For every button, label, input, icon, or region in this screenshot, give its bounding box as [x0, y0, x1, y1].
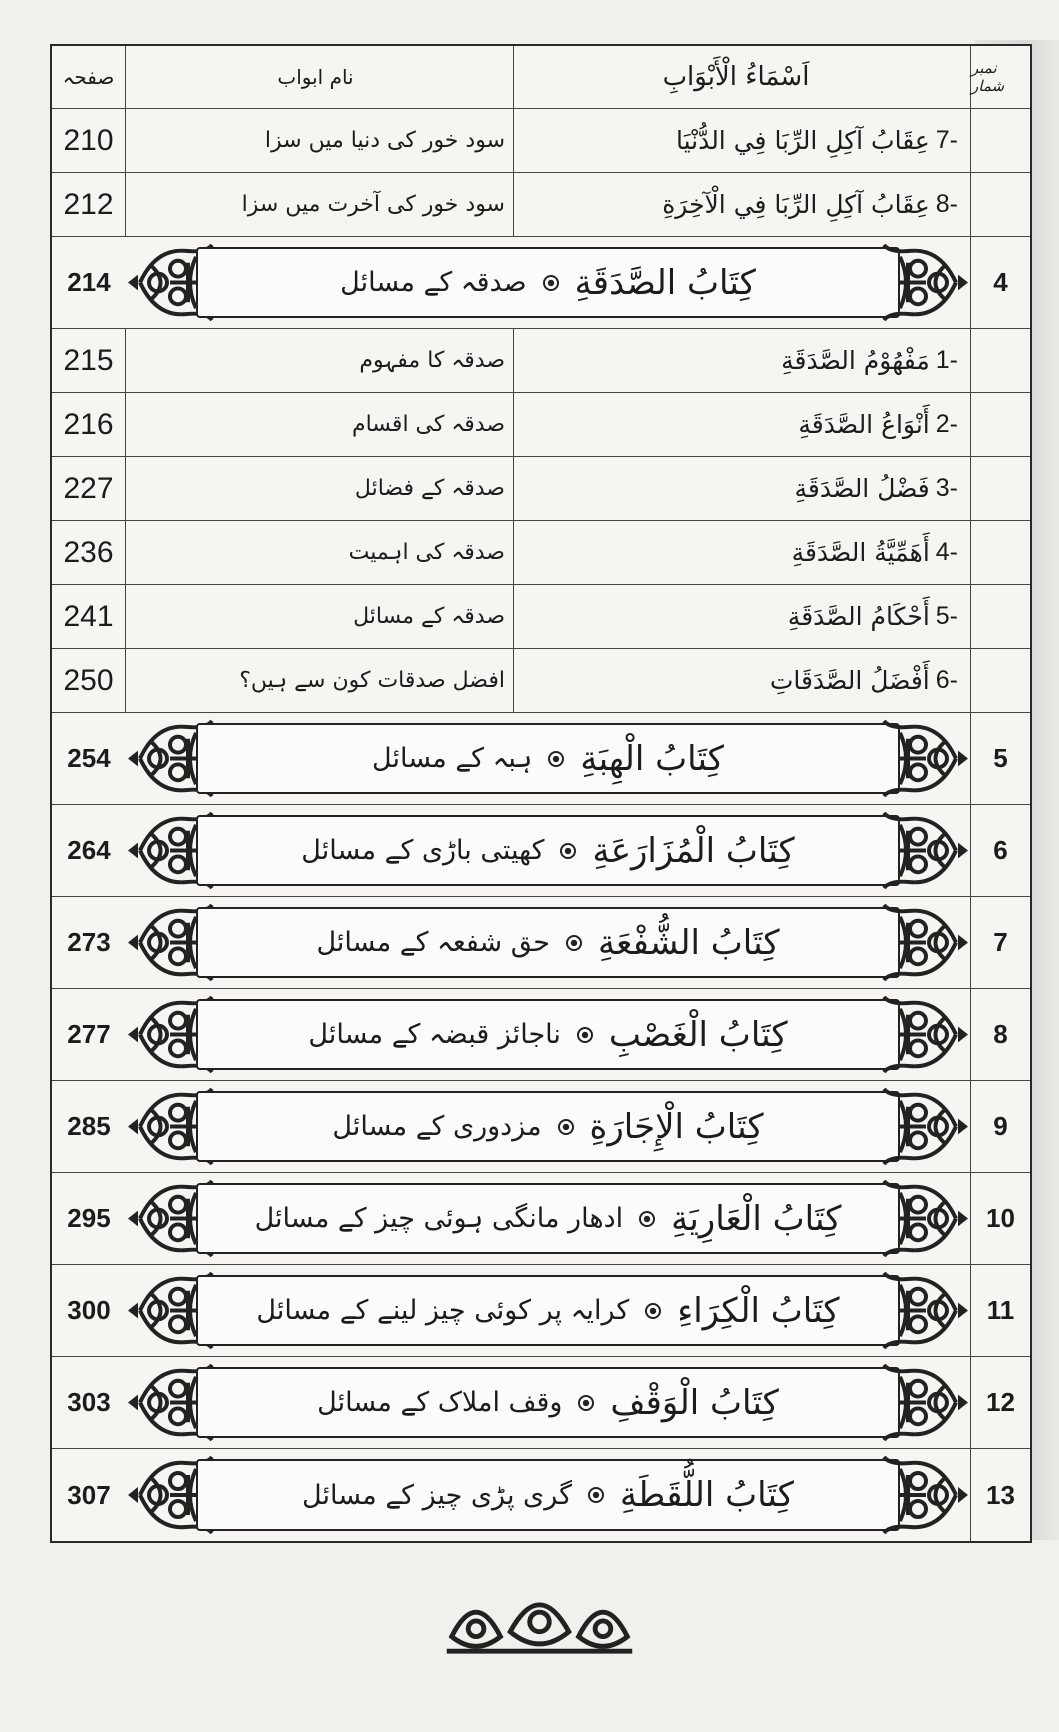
urdu-chapter-title: سود خور کی آخرت میں سزا	[126, 173, 514, 236]
bullet-icon	[560, 843, 576, 859]
book-title-banner	[126, 719, 970, 798]
book-urdu-title: ہبہ کے مسائل	[372, 743, 533, 774]
book-title-banner	[126, 243, 970, 322]
chapter-title-text: عِقَابُ آكِلِ الرِّبَا فِي الْآخِرَةِ	[662, 190, 930, 219]
book-row	[52, 1449, 1030, 1541]
book-row	[52, 1357, 1030, 1449]
book-page-number: 214	[67, 267, 111, 297]
book-number-cell	[970, 173, 1030, 236]
book-urdu-title: گری پڑی چیز کے مسائل	[302, 1479, 572, 1511]
footer-ornament-icon	[441, 1578, 638, 1660]
book-number: 10	[970, 1173, 1030, 1264]
ornament-right-icon	[880, 243, 970, 322]
table-row	[52, 585, 1030, 649]
banner-frame	[196, 1275, 900, 1346]
book-urdu-title: ادھار مانگی ہوئی چیز کے مسائل	[254, 1203, 624, 1234]
banner-frame	[196, 1367, 900, 1438]
ornament-right-icon	[880, 903, 970, 982]
header-urdu-title: نام ابواب	[126, 46, 514, 108]
book-number-cell	[970, 649, 1030, 712]
book-row	[52, 713, 1030, 805]
book-title-banner	[126, 1363, 970, 1442]
book-title-banner	[126, 1455, 970, 1535]
ornament-right-icon	[880, 1179, 970, 1258]
book-urdu-title: صدقہ کے مسائل	[340, 267, 527, 298]
book-page-number: 254	[67, 743, 111, 773]
chapter-number: 2-	[935, 410, 958, 438]
book-page-number: 273	[67, 927, 111, 957]
banner-frame	[196, 1183, 900, 1254]
book-arabic-title: كِتَابُ اللُّقَطَةِ	[619, 1475, 794, 1515]
book-row	[52, 897, 1030, 989]
book-number-cell	[970, 521, 1030, 584]
arabic-chapter-title	[514, 649, 970, 712]
bullet-icon	[566, 935, 582, 951]
banner-frame	[196, 247, 900, 318]
book-row	[52, 1173, 1030, 1265]
book-title-banner	[126, 1087, 970, 1166]
arabic-chapter-title	[514, 329, 970, 392]
book-page-number: 295	[67, 1203, 111, 1233]
header-number: نمبر شمار	[970, 46, 1030, 108]
book-row	[52, 237, 1030, 329]
book-number: 7	[970, 897, 1030, 988]
ornament-right-icon	[880, 995, 970, 1074]
chapter-number: 4-	[935, 538, 958, 566]
book-arabic-title: كِتَابُ الْكِرَاءِ	[677, 1290, 840, 1331]
book-arabic-title: كِتَابُ الْعَارِيَةِ	[671, 1198, 842, 1239]
book-arabic-title: كِتَابُ الصَّدَقَةِ	[574, 262, 756, 303]
page-number: 212	[52, 173, 126, 236]
book-urdu-title: مزدوری کے مسائل	[332, 1111, 542, 1142]
table-row	[52, 173, 1030, 237]
book-arabic-title: كِتَابُ الشُّفْعَةِ	[597, 922, 780, 963]
book-arabic-title: كِتَابُ الْوَقْفِ	[610, 1382, 779, 1423]
page-number: 210	[52, 109, 126, 172]
book-urdu-title: حق شفعہ کے مسائل	[316, 927, 550, 958]
urdu-chapter-title: صدقہ کا مفہوم	[126, 329, 514, 392]
book-urdu-title: کرایہ پر کوئی چیز لینے کے مسائل	[256, 1295, 630, 1326]
book-title-banner	[126, 811, 970, 890]
chapter-number: 3-	[935, 474, 958, 502]
book-number: 5	[970, 713, 1030, 804]
table-row	[52, 457, 1030, 521]
banner-frame	[196, 723, 900, 794]
urdu-chapter-title: سود خور کی دنیا میں سزا	[126, 109, 514, 172]
chapter-number: 6-	[935, 666, 958, 694]
table-row	[52, 521, 1030, 585]
table-row	[52, 329, 1030, 393]
chapter-number: 1-	[935, 346, 958, 374]
book-row	[52, 805, 1030, 897]
banner-frame	[196, 907, 900, 978]
book-number-cell	[970, 393, 1030, 456]
ornament-right-icon	[880, 1087, 970, 1166]
book-arabic-title: كِتَابُ الْإِجَارَةِ	[589, 1106, 764, 1147]
book-urdu-title: وقف املاک کے مسائل	[317, 1387, 563, 1418]
book-row	[52, 1265, 1030, 1357]
book-number-cell	[970, 585, 1030, 648]
table-body	[52, 109, 1030, 1541]
table-header	[52, 46, 1030, 109]
chapter-title-text: عِقَابُ آكِلِ الرِّبَا فِي الدُّنْيَا	[675, 126, 930, 155]
bullet-icon	[548, 751, 564, 767]
urdu-chapter-title: صدقہ کے مسائل	[126, 585, 514, 648]
book-title-banner	[126, 1271, 970, 1350]
book-title-banner	[126, 903, 970, 982]
book-number-cell	[970, 457, 1030, 520]
book-number: 4	[970, 237, 1030, 328]
ornament-right-icon	[880, 811, 970, 890]
arabic-chapter-title	[514, 585, 970, 648]
book-arabic-title: كِتَابُ الْغَصْبِ	[608, 1014, 788, 1055]
header-page: صفحہ	[52, 46, 126, 108]
book-number: 12	[970, 1357, 1030, 1448]
arabic-chapter-title	[514, 109, 970, 172]
bullet-icon	[588, 1487, 604, 1503]
book-number-cell	[970, 109, 1030, 172]
ornament-right-icon	[880, 719, 970, 798]
ornament-right-icon	[880, 1271, 970, 1350]
table-row	[52, 109, 1030, 173]
chapter-title-text: أَنْوَاعُ الصَّدَقَةِ	[798, 410, 930, 439]
page-number: 215	[52, 329, 126, 392]
page-number: 250	[52, 649, 126, 712]
table-of-contents	[50, 44, 1032, 1543]
book-page-number: 277	[67, 1019, 111, 1049]
chapter-title-text: فَضْلُ الصَّدَقَةِ	[794, 474, 930, 503]
table-row	[52, 649, 1030, 713]
banner-frame	[196, 1091, 900, 1162]
arabic-chapter-title	[514, 521, 970, 584]
bullet-icon	[578, 1395, 594, 1411]
book-arabic-title: كِتَابُ الْهِبَةِ	[580, 738, 724, 779]
book-title-banner	[126, 1179, 970, 1258]
header-arabic-title: اَسْمَاءُ الْأَبْوَابِ	[662, 62, 810, 92]
chapter-number: 7-	[935, 126, 958, 154]
arabic-chapter-title	[514, 173, 970, 236]
book-title-banner	[126, 995, 970, 1074]
book-page-number: 307	[67, 1479, 111, 1510]
page-number: 227	[52, 457, 126, 520]
page-number: 241	[52, 585, 126, 648]
page-number: 236	[52, 521, 126, 584]
chapter-title-text: أَحْكَامُ الصَّدَقَةِ	[787, 602, 930, 631]
arabic-chapter-title	[514, 393, 970, 456]
urdu-chapter-title: صدقہ کی اقسام	[126, 393, 514, 456]
banner-frame	[196, 1459, 900, 1531]
book-urdu-title: کھیتی باڑی کے مسائل	[301, 835, 545, 866]
book-arabic-title: كِتَابُ الْمُزَارَعَةِ	[592, 830, 795, 871]
chapter-number: 8-	[935, 190, 958, 218]
book-row	[52, 989, 1030, 1081]
chapter-title-text: أَفْضَلُ الصَّدَقَاتِ	[769, 666, 930, 695]
ornament-right-icon	[880, 1363, 970, 1442]
book-number: 11	[970, 1265, 1030, 1356]
page-number: 216	[52, 393, 126, 456]
bullet-icon	[577, 1027, 593, 1043]
book-row	[52, 1081, 1030, 1173]
book-page-number: 303	[67, 1387, 111, 1417]
banner-frame	[196, 999, 900, 1070]
arabic-chapter-title	[514, 457, 970, 520]
book-page-number: 264	[67, 835, 111, 865]
banner-frame	[196, 815, 900, 886]
ornament-right-icon	[880, 1455, 970, 1535]
book-number: 8	[970, 989, 1030, 1080]
book-number: 6	[970, 805, 1030, 896]
book-number-cell	[970, 329, 1030, 392]
chapter-title-text: مَفْهُوْمُ الصَّدَقَةِ	[781, 346, 930, 375]
bullet-icon	[639, 1211, 655, 1227]
chapter-number: 5-	[935, 602, 958, 630]
chapter-title-text: أَهَمِّيَّةُ الصَّدَقَةِ	[791, 538, 930, 567]
table-row	[52, 393, 1030, 457]
bullet-icon	[558, 1119, 574, 1135]
book-number: 9	[970, 1081, 1030, 1172]
urdu-chapter-title: صدقہ کے فضائل	[126, 457, 514, 520]
book-page-number: 300	[67, 1295, 111, 1325]
book-number: 13	[970, 1449, 1030, 1541]
urdu-chapter-title: افضل صدقات کون سے ہیں؟	[126, 649, 514, 712]
bullet-icon	[645, 1303, 661, 1319]
bullet-icon	[543, 275, 559, 291]
urdu-chapter-title: صدقہ کی اہمیت	[126, 521, 514, 584]
book-page-number: 285	[67, 1111, 111, 1141]
book-urdu-title: ناجائز قبضہ کے مسائل	[308, 1019, 561, 1050]
